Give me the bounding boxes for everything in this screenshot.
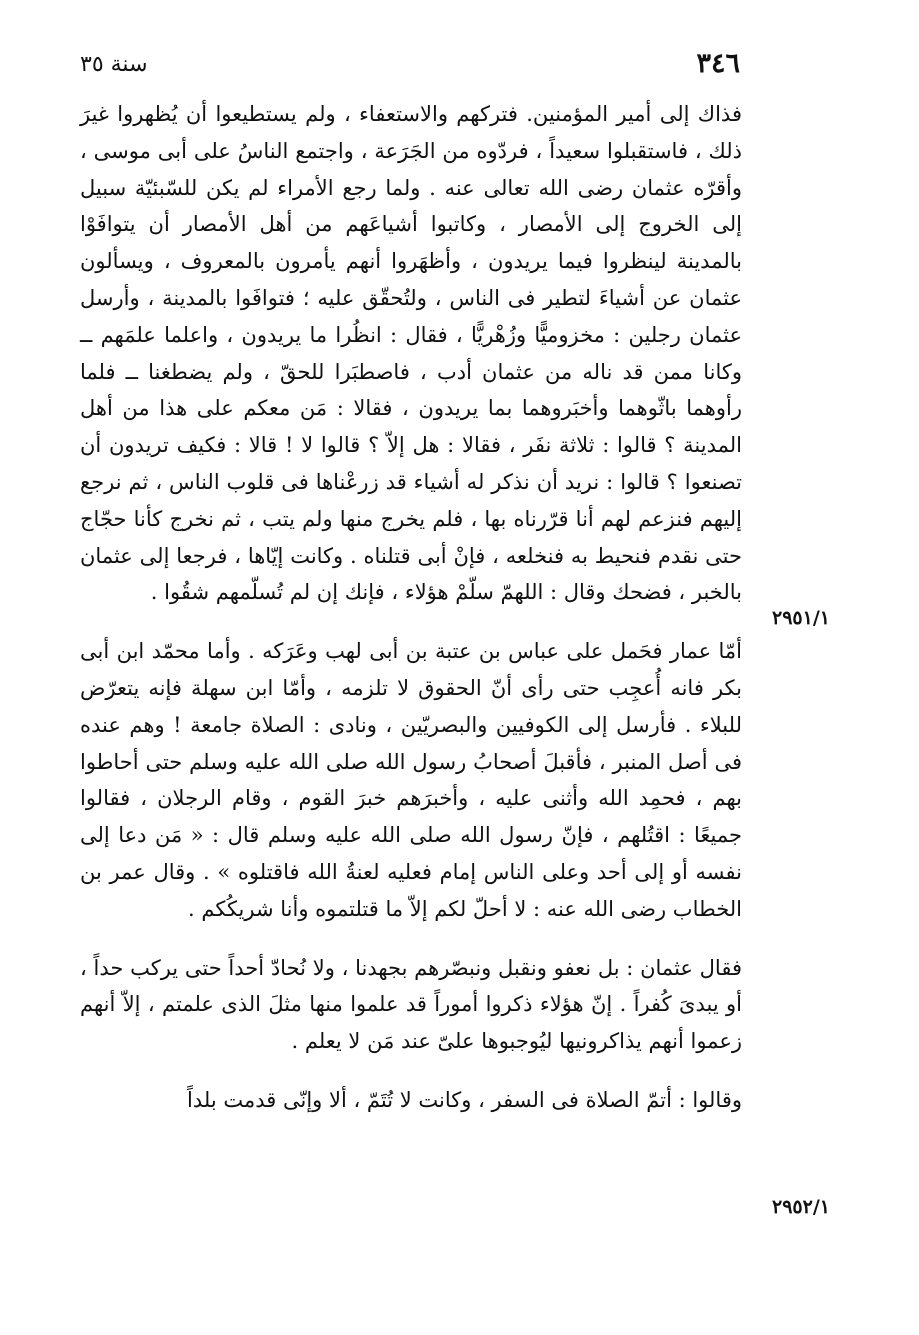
page-number: ٣٤٦ [696, 48, 740, 79]
body-text [80, 96, 742, 1119]
paragraph: فذاك إلى أمير المؤمنين. فتركهم والاستعفاء ، ولم يستطيعوا أن يُظهروا غيرَ ذلك ، فاستقبلوا سعيداً ، فردّوه من الجَرَعة ، واجتمع الناسُ على أبى موسى ، وأقرّه عثمان رضى الله تعالى عنه . ولما رجع الأمراء لم يكن للسّبئيّة سبيل إلى الخروج إلى الأمصار ، وكاتبوا أشياعَهم من أهل الأمصار أن يتوافَوْا بالمدينة لينظروا فيما يريدون ، وأظهَروا أنهم يأمرون بالمعروف ، ويسألون عثمان عن أشياءَ لتطير فى الناس ، ولتُحقّق عليه ؛ فتوافَوا بالمدينة ، وأرسل عثمان رجلين : مخزوميًّا وزُهْريًّا ، فقال : انظُرا ما يريدون ، واعلما علمَهم ــ وكانا ممن قد ناله من عثمان أدب ، فاصطبَرا للحقّ ، ولم يضطغنا ــ فلما رأوهما باثّوهما وأخبَروهما بما يريدون ، فقالا : مَن معكم على هذا من أهل المدينة ؟ قالوا : ثلاثة نفَر ، فقالا : هل إلاّ ؟ قالوا لا ! قالا : فكيف تريدون أن تصنعوا ؟ قالوا : نريد أن نذكر له أشياء قد زرعْناها فى قلوب الناس ، ثم نرجع إليهم فنزعم لهم أنا قرّرناه بها ، فلم يخرج منها ولم يتب ، ثم نخرج كأنا حجّاج حتى نقدم فنحيط به فنخلعه ، فإنْ أبى قتلناه . وكانت إيّاها ، فرجعا إلى عثمان بالخبر ، فضحك وقال : اللهمّ سلّمْ هؤلاء ، فإنك إن لم تُسلّمهم شقُوا . [80, 102, 742, 605]
paragraph: أمّا عمار فحَمل على عباس بن عتبة بن أبى لهب وعَرَكه . وأما محمّد ابن أبى بكر فانه أُعجِب حتى رأى أنّ الحقوق لا تلزمه ، وأمّا ابن سهلة فإنه يتعرّض للبلاء . فأرسل إلى الكوفيين والبصريّين ، ونادى : الصلاة جامعة ! وهم عنده فى أصل المنبر ، فأقبلَ أصحابُ رسول الله صلى الله عليه وسلم حتى أحاطوا بهم ، فحمِد الله وأثنى عليه ، وأخبرَهم خبرَ القوم ، وقام الرجلان ، فقالوا جميعًا : اقتُلهم ، فإنّ رسول الله صلى الله عليه وسلم قال : « مَن دعا إلى نفسه أو إلى أحد وعلى الناس إمام فعليه لعنةُ الله فاقتلوه » . وقال عمر بن الخطاب رضى الله عنه : لا أحلّ لكم إلاّ ما قتلتموه وأنا شريكُكم . [80, 639, 742, 921]
margin-reference: ٢٩٥١/١ [772, 607, 830, 629]
page-header [80, 48, 740, 88]
running-head: سنة ٣٥ [80, 52, 148, 77]
paragraph: فقال عثمان : بل نعفو ونقبل ونبصّرهم بجهدنا ، ولا نُحادّ أحداً حتى يركب حداً ، أو يبدىَ كُفراً . إنّ هؤلاء ذكروا أموراً قد علموا منها مثلَ الذى علمتم ، إلاّ أنهم زعموا أنهم يذاكرونيها ليُوجبوها علىّ عند مَن لا يعلم . [80, 955, 742, 1054]
paragraph: وقالوا : أتمّ الصلاة فى السفر ، وكانت لا تُتَمّ ، ألا وإنّى قدمت بلداً [187, 1087, 742, 1112]
margin-reference: ٢٩٥٢/١ [772, 1196, 830, 1218]
